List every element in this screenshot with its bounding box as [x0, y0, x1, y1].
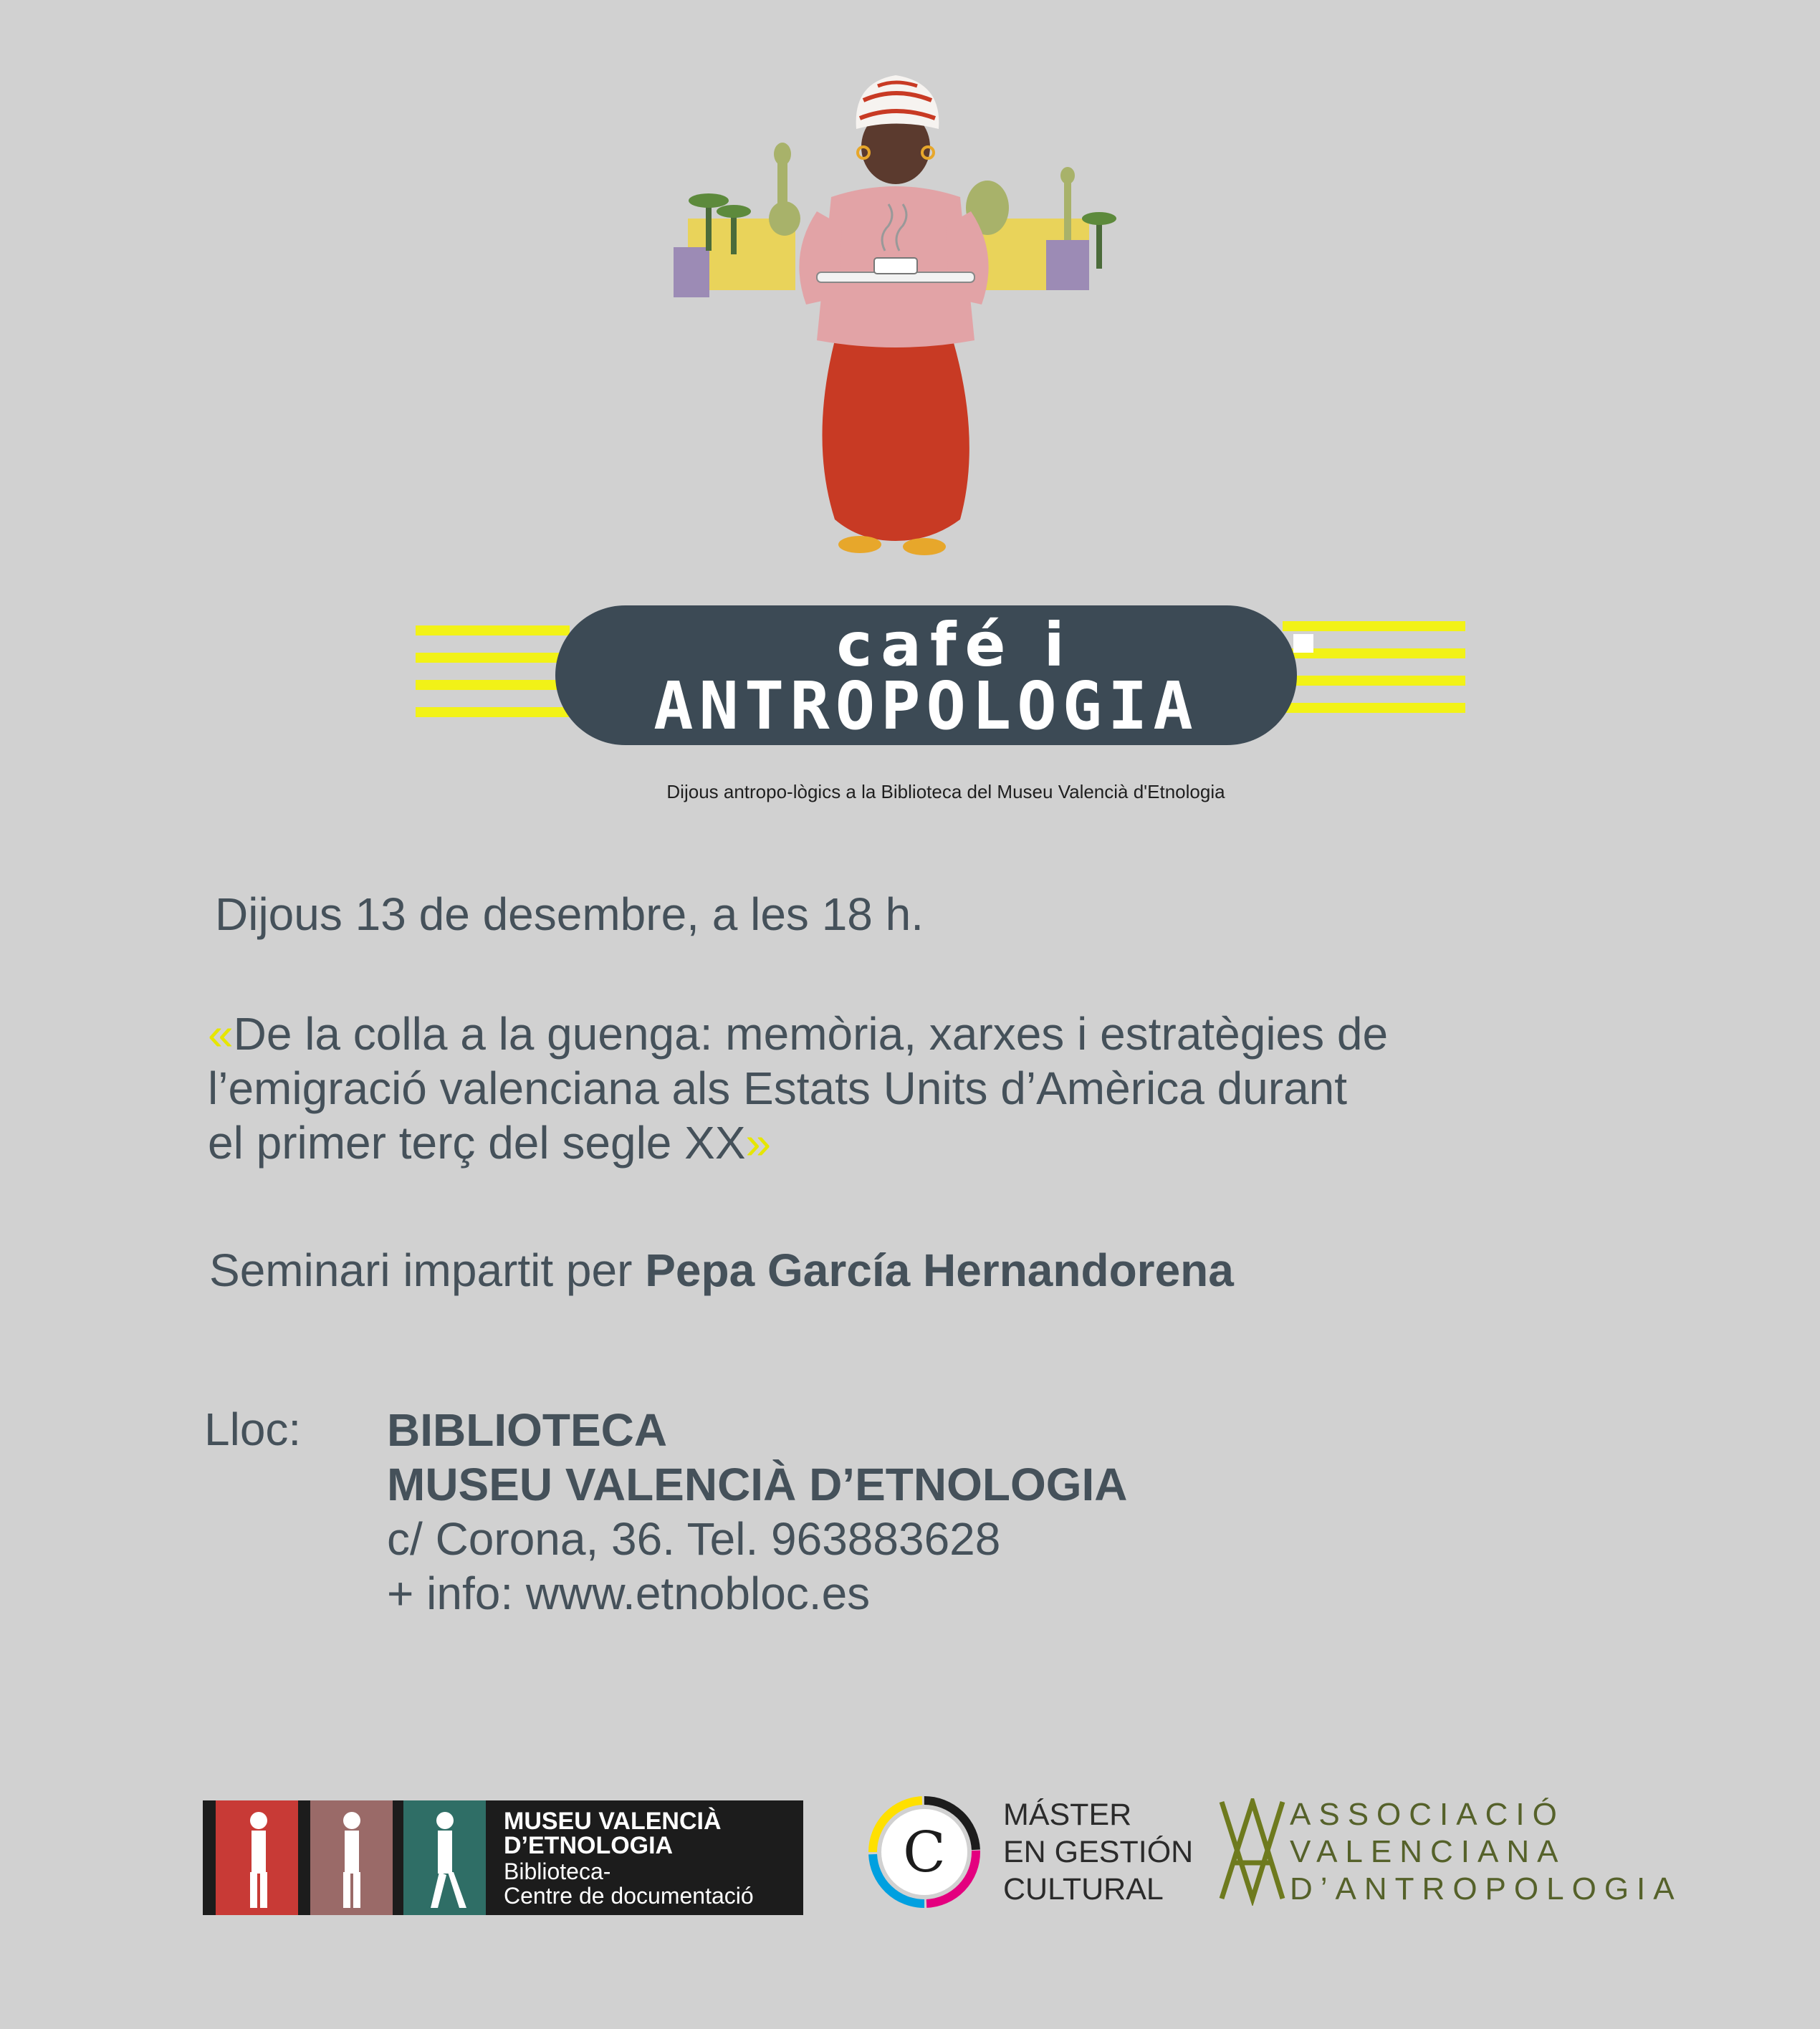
master-letter: C	[903, 1821, 946, 1885]
banner-line1: café i	[836, 610, 1073, 680]
museu-logo	[203, 1800, 803, 1915]
banner-line2: ANTROPOLOGIA	[653, 668, 1199, 744]
event-date: Dijous 13 de desembre, a les 18 h.	[215, 888, 924, 940]
museu-line1: MUSEU VALENCIÀ	[504, 1808, 722, 1835]
master-line1: MÁSTER	[1003, 1798, 1132, 1832]
master-text	[1003, 1796, 1193, 1908]
quote-open: «	[208, 1008, 234, 1060]
place-label: Lloc:	[204, 1404, 302, 1455]
place-info-link[interactable]: + info: www.etnobloc.es	[387, 1568, 871, 1619]
speaker-prefix: Seminari impartit per	[209, 1244, 646, 1296]
title-line-2: l’emigració valenciana als Estats Units d’Amèrica durant	[208, 1063, 1348, 1114]
ava-line1: ASSOCIACIÓ	[1290, 1797, 1565, 1832]
master-line2: EN GESTIÓN	[1003, 1835, 1194, 1869]
museu-line2: D’ETNOLOGIA	[504, 1832, 674, 1859]
banner-pill	[555, 605, 1297, 745]
title-line-3: el primer terç del segle XX	[208, 1117, 746, 1169]
human-figures-icon	[216, 1800, 488, 1915]
ava-monogram-icon	[1218, 1798, 1286, 1906]
event-series-logo	[416, 605, 1465, 749]
place-line1: BIBLIOTECA	[387, 1404, 668, 1456]
waiter-illustration	[645, 68, 1146, 570]
ava-text	[1290, 1796, 1682, 1908]
place-line2: MUSEU VALENCIÀ D’ETNOLOGIA	[387, 1459, 1128, 1510]
master-c-icon	[863, 1791, 985, 1913]
speaker-line	[209, 1243, 1234, 1297]
talk-title	[208, 1007, 1605, 1170]
place-details	[387, 1403, 1128, 1621]
ava-line2: VALENCIANA	[1290, 1834, 1566, 1869]
master-line3: CULTURAL	[1003, 1872, 1164, 1906]
speaker-name: Pepa García Hernandorena	[645, 1244, 1234, 1296]
museu-line3: Biblioteca-	[504, 1858, 611, 1884]
museu-line4: Centre de documentació	[504, 1883, 754, 1909]
ava-line3: D’ANTROPOLOGIA	[1290, 1871, 1682, 1906]
quote-close: »	[745, 1117, 772, 1169]
series-subtitle: Dijous antropo-lògics a la Biblioteca del Museu Valencià d'Etnologia	[666, 781, 1225, 802]
place-address: c/ Corona, 36. Tel. 963883628	[387, 1513, 1001, 1565]
title-line-1: De la colla a la guenga: memòria, xarxes i estratègies de	[233, 1008, 1389, 1060]
